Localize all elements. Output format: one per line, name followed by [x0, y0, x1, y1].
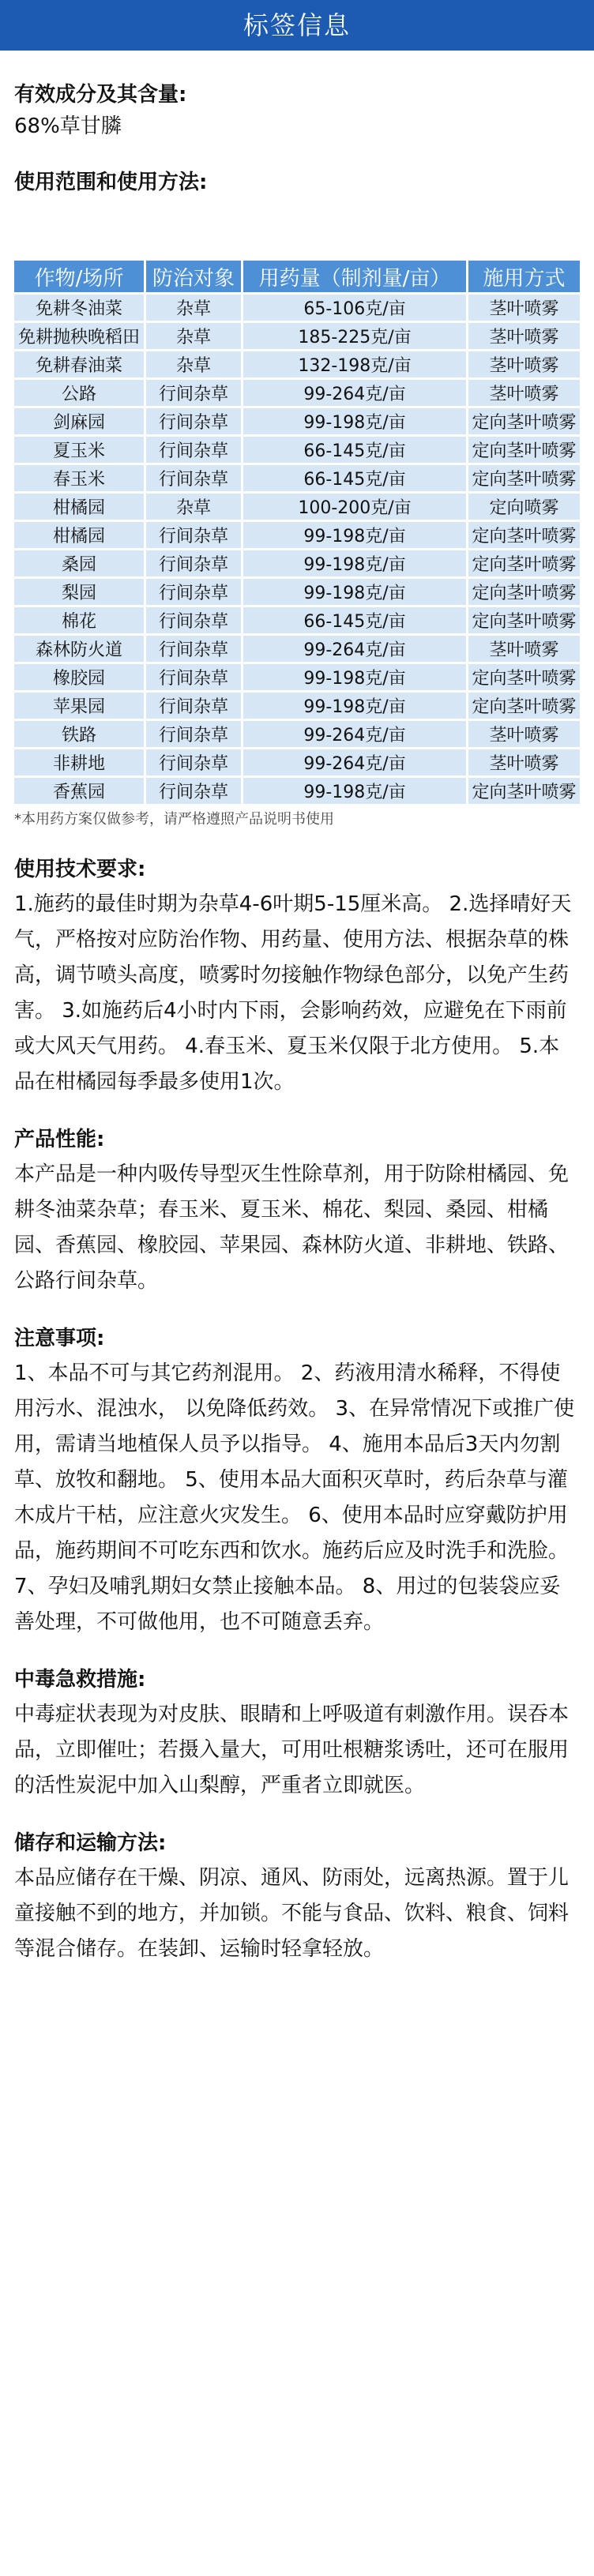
table-cell: 夏玉米	[14, 437, 144, 463]
table-cell: 春玉米	[14, 465, 144, 491]
table-row	[14, 579, 580, 605]
table-row	[14, 550, 580, 576]
table-cell: 定向茎叶喷雾	[468, 550, 580, 576]
table-row	[14, 494, 580, 520]
table-row	[14, 351, 580, 377]
table-cell: 行间杂草	[146, 749, 241, 775]
table-cell: 99-198克/亩	[243, 408, 466, 434]
table-cell: 茎叶喷雾	[468, 351, 580, 377]
section-title: 使用技术要求:	[14, 858, 146, 881]
table-cell: 茎叶喷雾	[468, 380, 580, 406]
section-title: 中毒急救措施:	[14, 1668, 146, 1692]
table-row	[14, 323, 580, 349]
info-sections	[14, 855, 580, 1967]
table-row	[14, 749, 580, 775]
table-cell: 行间杂草	[146, 380, 241, 406]
table-cell: 苹果园	[14, 693, 144, 719]
table-cell: 定向喷雾	[468, 494, 580, 520]
table-row	[14, 778, 580, 804]
section-text: 中毒症状表现为对皮肤、眼睛和上呼吸道有刺激作用。误吞本品，立即催吐；若摄入量大，可用吐根糖浆诱吐，还可在服用的活性炭泥中加入山梨醇，严重者立即就医。	[14, 1703, 570, 1797]
table-cell: 定向茎叶喷雾	[468, 522, 580, 548]
table-cell: 99-198克/亩	[243, 579, 466, 605]
table-cell: 茎叶喷雾	[468, 323, 580, 349]
table-cell: 梨园	[14, 579, 144, 605]
table-cell: 定向茎叶喷雾	[468, 408, 580, 434]
table-row	[14, 380, 580, 406]
page-title: 标签信息	[242, 10, 351, 40]
section-text: 本品应储存在干燥、阴凉、通风、防雨处，远离热源。置于儿童接触不到的地方，并加锁。不能与食品、饮料、粮食、饲料等混合储存。在装卸、运输时轻拿轻放。	[14, 1866, 570, 1961]
section-title: 产品性能:	[14, 1128, 105, 1151]
table-cell: 行间杂草	[146, 550, 241, 576]
table-cell: 橡胶园	[14, 664, 144, 690]
table-cell: 杂草	[146, 323, 241, 349]
table-row	[14, 295, 580, 321]
table-row	[14, 721, 580, 747]
table-cell: 行间杂草	[146, 607, 241, 633]
ingredient-title: 有效成分及其含量:	[14, 83, 187, 107]
table-cell: 茎叶喷雾	[468, 636, 580, 662]
table-cell: 99-264克/亩	[243, 636, 466, 662]
table-cell: 99-264克/亩	[243, 380, 466, 406]
table-cell: 66-145克/亩	[243, 607, 466, 633]
table-cell: 剑麻园	[14, 408, 144, 434]
section-text: 1、本品不可与其它药剂混用。 2、药液用清水稀释，不得使用污水、混浊水， 以免降低药效。 3、在异常情况下或推广使用，需请当地植保人员予以指导。 4、施用本品后3天内勿割草、放牧和翻地。 5、使用本品大面积灭草时，药后杂草与灌木成片干枯，应注意火灾发生。 6、使用本品时应穿戴防护用品，施药期间不可吃东西和饮水。施药后应及时洗手和洗脸。 7、孕妇及哺乳期妇女禁止接触本品。 8、用过的包装袋应妥善处理，不可做他用，也不可随意丢弃。	[14, 1361, 575, 1634]
table-row	[14, 664, 580, 690]
table-cell: 杂草	[146, 295, 241, 321]
table-cell: 免耕春油菜	[14, 351, 144, 377]
table-cell: 非耕地	[14, 749, 144, 775]
table-cell: 99-264克/亩	[243, 721, 466, 747]
table-cell: 杂草	[146, 494, 241, 520]
table-cell: 铁路	[14, 721, 144, 747]
table-cell: 桑园	[14, 550, 144, 576]
table-cell: 行间杂草	[146, 664, 241, 690]
table-header-cell: 施用方式	[468, 261, 580, 292]
info-section	[14, 1829, 580, 1967]
table-cell: 免耕冬油菜	[14, 295, 144, 321]
table-cell: 99-198克/亩	[243, 664, 466, 690]
table-cell: 定向茎叶喷雾	[468, 693, 580, 719]
usage-note: *本用药方案仅做参考，请严格遵照产品说明书使用	[14, 811, 334, 828]
table-header-cell: 用药量（制剂量/亩）	[243, 261, 466, 292]
info-section	[14, 855, 580, 1100]
page-header	[0, 0, 594, 51]
section-title: 注意事项:	[14, 1327, 105, 1350]
table-cell: 行间杂草	[146, 522, 241, 548]
usage-title: 使用范围和使用方法:	[14, 171, 208, 194]
section-text: 本产品是一种内吸传导型灭生性除草剂，用于防除柑橘园、免耕冬油菜杂草；春玉米、夏玉米、棉花、梨园、桑园、柑橘园、香蕉园、橡胶园、苹果园、森林防火道、非耕地、铁路、公路行间杂草。	[14, 1162, 570, 1293]
table-cell: 99-198克/亩	[243, 522, 466, 548]
table-header-cell: 防治对象	[146, 261, 241, 292]
table-cell: 定向茎叶喷雾	[468, 607, 580, 633]
table-cell: 香蕉园	[14, 778, 144, 804]
table-cell: 行间杂草	[146, 693, 241, 719]
table-cell: 定向茎叶喷雾	[468, 664, 580, 690]
table-cell: 行间杂草	[146, 437, 241, 463]
table-cell: 65-106克/亩	[243, 295, 466, 321]
table-cell: 66-145克/亩	[243, 437, 466, 463]
table-cell: 森林防火道	[14, 636, 144, 662]
table-cell: 行间杂草	[146, 636, 241, 662]
table-cell: 棉花	[14, 607, 144, 633]
table-cell: 100-200克/亩	[243, 494, 466, 520]
info-section	[14, 1665, 580, 1804]
table-cell: 行间杂草	[146, 408, 241, 434]
table-cell: 茎叶喷雾	[468, 749, 580, 775]
table-cell: 行间杂草	[146, 579, 241, 605]
table-cell: 行间杂草	[146, 721, 241, 747]
usage-table-body	[14, 295, 580, 804]
table-cell: 99-198克/亩	[243, 778, 466, 804]
table-cell: 茎叶喷雾	[468, 721, 580, 747]
table-cell: 行间杂草	[146, 778, 241, 804]
section-text: 1.施药的最佳时期为杂草4-6叶期5-15厘米高。 2.选择晴好天气，严格按对应防治作物、用药量、使用方法、根据杂草的株高，调节喷头高度，喷雾时勿接触作物绿色部分，以免产生药害。 3.如施药后4小时内下雨，会影响药效，应避免在下雨前或大风天气用药。 4.春玉米、夏玉米仅限于北方使用。 5.本品在柑橘园每季最多使用1次。	[14, 892, 572, 1094]
table-cell: 132-198克/亩	[243, 351, 466, 377]
table-cell: 99-198克/亩	[243, 550, 466, 576]
table-row	[14, 465, 580, 491]
usage-table	[12, 258, 582, 806]
ingredient-value: 68%草甘膦	[14, 115, 122, 138]
table-row	[14, 693, 580, 719]
table-cell: 柑橘园	[14, 522, 144, 548]
table-cell: 杂草	[146, 351, 241, 377]
table-cell: 定向茎叶喷雾	[468, 778, 580, 804]
table-cell: 公路	[14, 380, 144, 406]
table-cell: 行间杂草	[146, 465, 241, 491]
table-cell: 定向茎叶喷雾	[468, 437, 580, 463]
section-title: 储存和运输方法:	[14, 1831, 167, 1855]
table-row	[14, 636, 580, 662]
table-header-cell: 作物/场所	[14, 261, 144, 292]
table-cell: 99-264克/亩	[243, 749, 466, 775]
table-row	[14, 522, 580, 548]
info-section	[14, 1125, 580, 1299]
label-content	[0, 81, 594, 1967]
table-cell: 66-145克/亩	[243, 465, 466, 491]
table-row	[14, 437, 580, 463]
table-cell: 柑橘园	[14, 494, 144, 520]
table-cell: 185-225克/亩	[243, 323, 466, 349]
table-cell: 茎叶喷雾	[468, 295, 580, 321]
table-row	[14, 408, 580, 434]
table-row	[14, 607, 580, 633]
table-cell: 免耕抛秧晚稻田	[14, 323, 144, 349]
usage-table-header	[14, 261, 580, 292]
info-section	[14, 1324, 580, 1640]
table-cell: 99-198克/亩	[243, 693, 466, 719]
table-cell: 定向茎叶喷雾	[468, 465, 580, 491]
table-cell: 定向茎叶喷雾	[468, 579, 580, 605]
